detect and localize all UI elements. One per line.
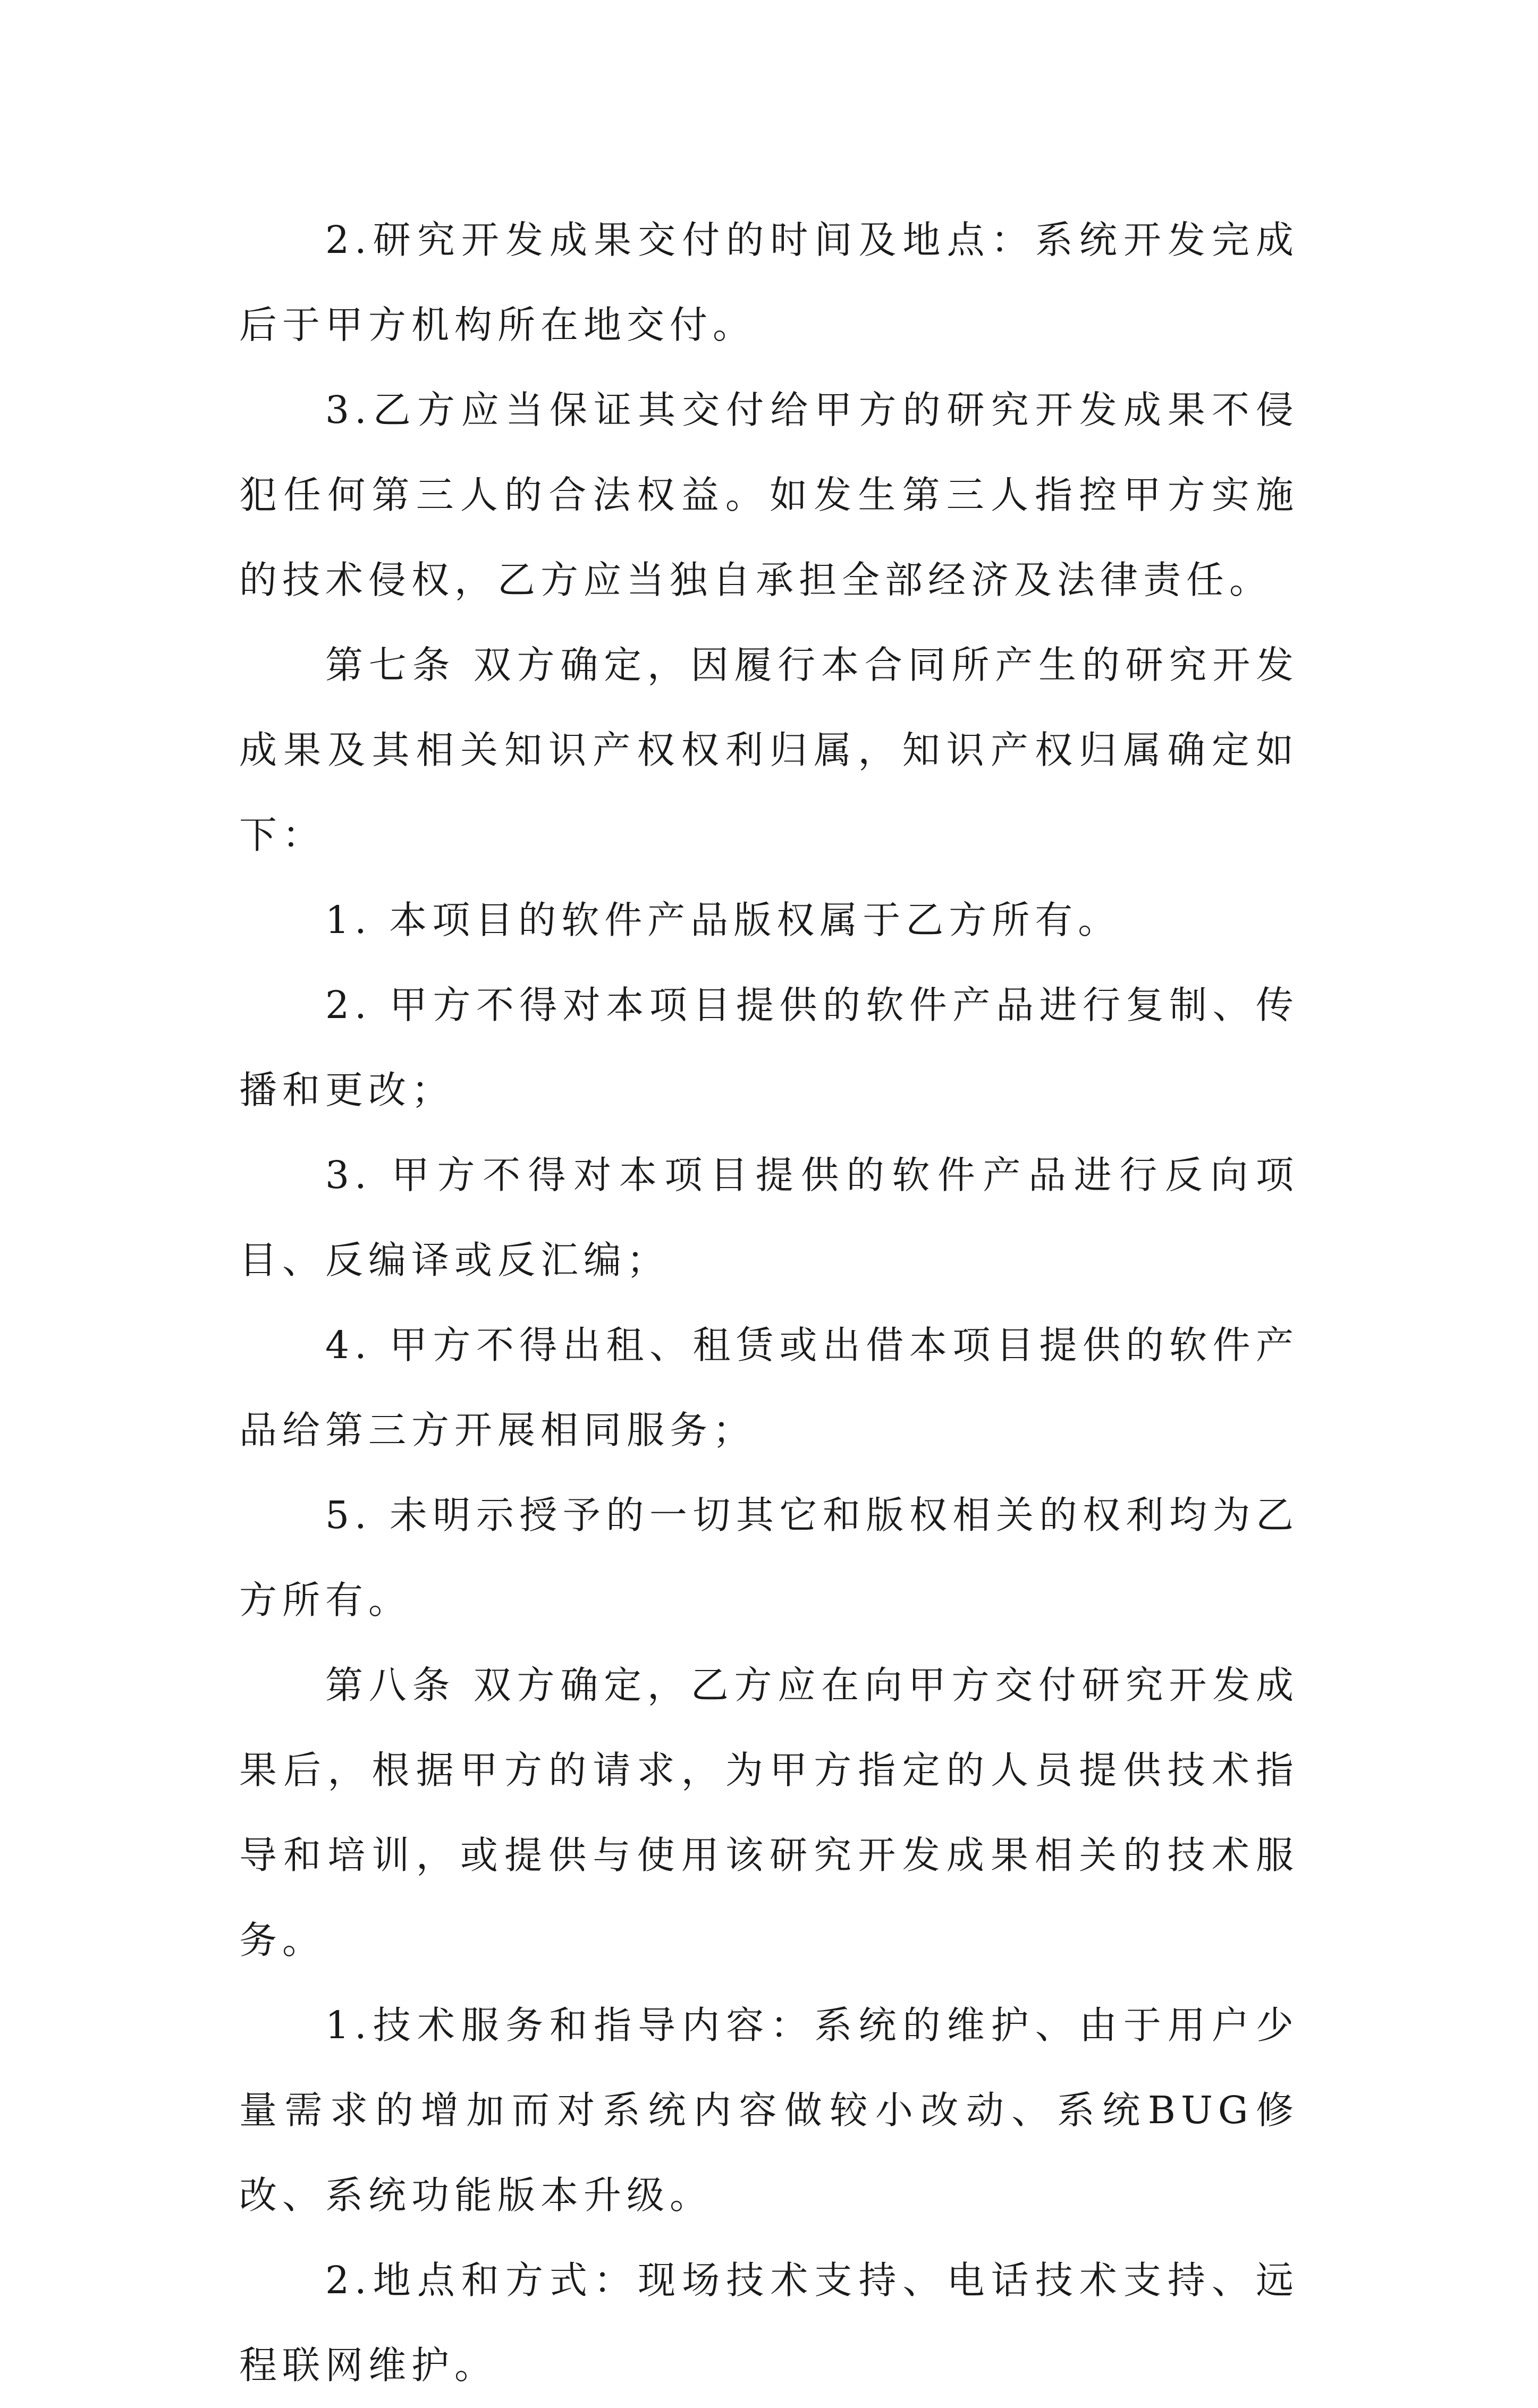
- paragraph-delivery-time-place: 2.研究开发成果交付的时间及地点：系统开发完成后于甲方机构所在地交付。: [239, 218, 1299, 347]
- paragraph-no-copying: 2. 甲方不得对本项目提供的软件产品进行复制、传播和更改；: [239, 983, 1299, 1112]
- paragraph-reserved-rights: 5. 未明示授予的一切其它和版权相关的权利均为乙方所有。: [239, 1493, 1299, 1622]
- paragraph-article-8: 第八条 双方确定，乙方应在向甲方交付研究开发成果后，根据甲方的请求，为甲方指定的人员提供技术指导和培训，或提供与使用该研究开发成果相关的技术服务。: [239, 1663, 1299, 1962]
- paragraph-service-content: 1.技术服务和指导内容：系统的维护、由于用户少量需求的增加而对系统内容做较小改动、系统BUG修改、系统功能版本升级。: [239, 2003, 1299, 2217]
- paragraph-non-infringement: 3.乙方应当保证其交付给甲方的研究开发成果不侵犯任何第三人的合法权益。如发生第三人指控甲方实施的技术侵权，乙方应当独自承担全部经济及法律责任。: [239, 388, 1299, 602]
- paragraph-service-location-method: 2.地点和方式：现场技术支持、电话技术支持、远程联网维护。: [239, 2258, 1299, 2387]
- paragraph-no-reverse-engineering: 3. 甲方不得对本项目提供的软件产品进行反向项目、反编译或反汇编；: [239, 1153, 1299, 1282]
- paragraph-copyright-ownership: 1. 本项目的软件产品版权属于乙方所有。: [325, 898, 1121, 942]
- paragraph-no-renting: 4. 甲方不得出租、租赁或出借本项目提供的软件产品给第三方开展相同服务；: [239, 1323, 1299, 1452]
- paragraph-article-7: 第七条 双方确定，因履行本合同所产生的研究开发成果及其相关知识产权权利归属，知识产权归属确定如下：: [239, 643, 1299, 857]
- document-body: [239, 198, 1299, 2408]
